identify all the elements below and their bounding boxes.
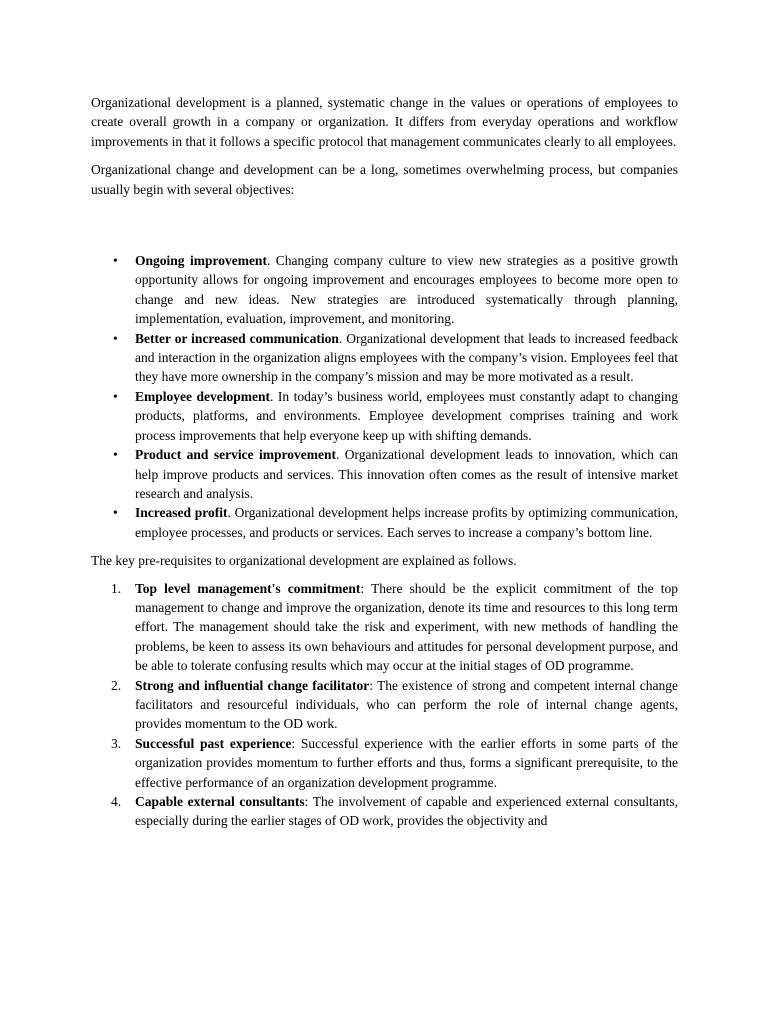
- objective-term: Product and service improvement: [135, 447, 336, 463]
- list-item: [91, 387, 678, 445]
- intro-paragraph-1: Organizational development is a planned, systematic change in the values or operations of employees to create overall growth in a company or organization. It differs from everyday operations and workflow improvements in that it follows a specific protocol that management communicates clearly to all employees.: [91, 95, 678, 149]
- objective-text: . Changing company culture to view new strategies as a positive growth opportunity allows for ongoing improvement and encourages employees to become more open to change and new ideas. New strategies are introduced systematically through planning, implementation, evaluation, improvement, and monitoring.: [135, 253, 678, 327]
- objective-term: Increased profit: [135, 505, 228, 521]
- list-item: [91, 445, 678, 503]
- prerequisite-term: Capable external consultants: [135, 794, 305, 809]
- list-item: [91, 251, 678, 329]
- bullet-icon: •: [113, 253, 118, 269]
- objective-term: Ongoing improvement: [135, 253, 267, 269]
- objective-text: . Organizational development that leads to increased feedback and interaction in the organization aligns employees with the company’s vision. Employees feel that they have more ownership in the company’s mission and may be more motivated as a result.: [135, 330, 678, 385]
- prerequisite-text: : There should be the explicit commitment of the top management to change and improve the organization, denote its time and resources to this long term effort. The management should take the risk and experiment, with new methods of handling the problems, be keen to assess its own behaviours and attitudes for personal development purpose, and be able to tolerate confusing results which may occur at the initial stages of OD programme.: [135, 580, 678, 674]
- objective-term: Better or increased communication: [135, 330, 339, 346]
- prerequisite-term: Successful past experience: [135, 735, 292, 751]
- list-item: [91, 676, 678, 734]
- list-number: 4.: [111, 794, 122, 809]
- prerequisite-text: : The existence of strong and competent internal change facilitators and resourceful individuals, who can perform the role of internal change agents, provides momentum to the OD work.: [135, 677, 678, 732]
- prerequisite-text: : The involvement of capable and experienced external consultants, especially during the earlier stages of OD work, provides the objectivity and: [135, 794, 678, 829]
- bullet-icon: •: [113, 505, 118, 521]
- list-number: 1.: [111, 580, 122, 596]
- prerequisite-term: Top level management's commitment: [135, 580, 361, 596]
- list-item: [91, 792, 678, 831]
- prerequisite-text: : Successful experience with the earlier efforts in some parts of the organization provides momentum to further efforts and thus, forms a significant prerequisite, to the effective performance of an organization development programme.: [135, 735, 678, 790]
- prerequisite-term: Strong and influential change facilitator: [135, 677, 370, 693]
- objective-text: . In today’s business world, employees must constantly adapt to changing products, platforms, and environments. Employee development comprises training and work process improvements that help everyone keep up with shifting demands.: [135, 388, 678, 443]
- list-item: [91, 579, 678, 676]
- prerequisites-list: [91, 579, 678, 831]
- objective-text: . Organizational development helps increase profits by optimizing communication, employee processes, and products or services. Each serves to increase a company’s bottom line.: [135, 505, 678, 540]
- bullet-icon: •: [113, 330, 118, 346]
- prerequisites-intro: The key pre-requisites to organizational development are explained as follows.: [91, 553, 517, 569]
- bullet-icon: •: [113, 388, 118, 404]
- document-page: [91, 93, 678, 831]
- intro-paragraph-2: Organizational change and development can be a long, sometimes overwhelming process, but companies usually begin with several objectives:: [91, 162, 678, 197]
- objective-term: Employee development: [135, 388, 270, 404]
- objective-text: . Organizational development leads to innovation, which can help improve products and services. This innovation often comes as the result of intensive market research and analysis.: [135, 447, 678, 501]
- list-item: [91, 734, 678, 792]
- list-item: [91, 503, 678, 542]
- list-number: 2.: [111, 677, 122, 693]
- list-number: 3.: [111, 735, 122, 751]
- list-item: [91, 329, 678, 387]
- bullet-icon: •: [113, 447, 118, 463]
- objectives-list: [91, 251, 678, 542]
